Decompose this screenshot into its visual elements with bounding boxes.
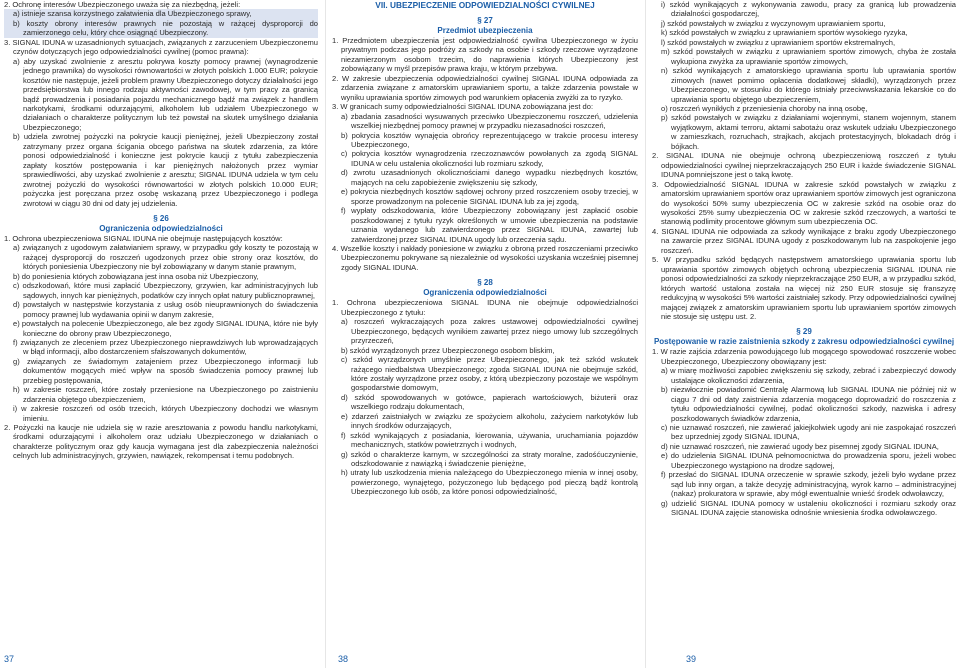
article-heading: Ograniczenia odpowiedzialności	[99, 223, 223, 233]
sub-item: f) przesłać do SIGNAL IDUNA orzeczenie w sprawie szkody, jeżeli było wydane przez sąd lub inny organ, a także decyzję administracyjną, wyrok karno – administracyjnej (nakaz) prokuratora w sprawie, aby mógł ewentualnie wnieść środek odwoławczy,	[661, 470, 956, 499]
sub-item: d) powstałych w następstwie korzystania z usług osób nieuprawnionych do świadczenia pomocy prawnej lub wydawania opinii w danym zakresie,	[13, 300, 318, 319]
sub-item: a) istnieje szansa korzystnego załatwienia dla Ubezpieczonego sprawy,	[4, 9, 318, 18]
sub-item: c) pokrycia kosztów wynagrodzenia rzeczoznawców powołanych za zgodą SIGNAL IDUNA w celu ustalenia okoliczności lub rozmiaru szkody,	[341, 149, 638, 168]
numbered-paragraph: 2. Ochronę interesów Ubezpieczonego uważa się za niezbędną, jeżeli:	[4, 0, 241, 9]
numbered-paragraph: 2. Pożyczki na kaucje nie udziela się w razie aresztowania z powodu handlu narkotykami, środkami odurzającymi i alkoholem oraz udziału Ubezpieczonego w działaniach o charakterze politycznym oraz gdy kaucja wymagana jest dla zabezpieczenia należności celnych lub administracyjnych, grzywien, nawiązek, rekompensat i temu podobnych.	[4, 423, 318, 461]
sub-item: b) szkód wyrządzonych przez Ubezpieczonego osobom bliskim,	[341, 345, 555, 355]
sub-item: a) związanych z ugodowym załatwianiem sprawy, w przypadku gdy koszty te pozostają w rażącej dysproporcji do roszczeń ugodzonych przez obie strony oraz kosztów, do których poniesienia Ubezpieczony nie był zobowiązany w danym stanie prawnym,	[13, 243, 318, 272]
numbered-paragraph: 1. Przedmiotem ubezpieczenia jest odpowiedzialność cywilna Ubezpieczonego w życiu prywatnym podczas jego podróży za szkody na osobie i szkody rzeczowe wyrządzone niezamierzonym osobom trzecim, do naprawienia których Ubezpieczony jest zobowiązany w myśl przepisów prawa kraju, w którym przebywa.	[332, 36, 638, 74]
sub-item: m) szkód powstałych w związku z uprawianiem sportów zimowych, chyba że została wykupiona zwyżka za uprawianie sportów zimowych,	[661, 47, 956, 66]
sub-item: d) nie uznawać roszczeń, nie zawierać ugody bez pisemnej zgody SIGNAL IDUNA,	[661, 441, 939, 451]
column-divider	[325, 0, 326, 668]
sub-item: e) pokrycia niezbędnych kosztów sądowej ochrony przed roszczeniem osoby trzeciej, w sporze prowadzonym na polecenie SIGNAL IDUNA lub za jej zgodą,	[341, 187, 638, 206]
article-heading: Przedmiot ubezpieczenia	[437, 26, 533, 35]
sub-item: l) szkód powstałych w związku z uprawianiem sportów ekstremalnych,	[661, 37, 896, 47]
article-number: § 28	[477, 278, 493, 288]
article-heading: Postępowanie w razie zaistnienia szkody z zakresu odpowiedzialności cywilnej	[653, 337, 955, 347]
sub-item: b) do poniesienia których zobowiązana jest inna osoba niż Ubezpieczony,	[13, 271, 259, 281]
page-38-column	[332, 0, 638, 648]
sub-item: g) udzielić SIGNAL IDUNA pomocy w ustaleniu okoliczności i rozmiaru szkody oraz SIGNAL IDUNA zajęcie stanowiska odnośnie wniesienia środka odwoławczego.	[661, 498, 956, 518]
sub-item: j) szkód powstałych w związku z wyczynowym uprawianiem sportu,	[661, 18, 886, 28]
numbered-paragraph: 1. Ochrona ubezpieczeniowa SIGNAL IDUNA nie obejmuje następujących kosztów:	[4, 233, 283, 243]
page-number: 37	[4, 654, 15, 664]
sub-item: a) w miarę możliwości zapobiec zwiększeniu się szkody, zebrać i zabezpieczyć dowody ustalające okoliczności zdarzenia,	[661, 366, 956, 385]
sub-item: e) powstałych na polecenie Ubezpieczonego, ale bez zgody SIGNAL IDUNA, które nie były konieczne do obrony praw Ubezpieczonego,	[13, 319, 318, 338]
page-38	[328, 0, 642, 668]
article-number: § 27	[477, 16, 493, 25]
sub-item: a) aby uzyskać zwolnienie z aresztu pokrywa koszty pomocy prawnej (wynagrodzenie jednego prawnika) do wysokości równowartości w złotych polskich 1.000 EUR; pokrycie kosztów nie następuje, jeżeli problem prawny Ubezpieczonego dotyczy działalności jego przedsiębiorstwa lub innego rodzaju aktywności zawodowej, w tym pracy za granicą bądź prowadzenia i posiadania pojazdu mechanicznego bądź ma związek z handlem narkotykami, środkami odurzającymi, alkoholem lub udziałem Ubezpieczonego w działaniach o charakterze politycznym lub też powstał na skutek umyślnego działania Ubezpieczonego;	[13, 56, 318, 132]
numbered-paragraph: 2. SIGNAL IDUNA nie obejmuje ochroną ubezpieczeniową roszczeń z tytułu odpowiedzialności cywilnej nieprzekraczających 250 EUR i każde świadczenie SIGNAL IDUNA pomniejszone jest o taką kwotę.	[652, 151, 956, 180]
sub-item: h) utraty lub uszkodzenia mienia należącego do Ubezpieczonego mienia w innej osoby, powierzonego, wynajętego, pożyczonego lub będącego pod pieczą bądź kontrolą Ubezpieczonego lub osób, za które ponosi odpowiedzialność,	[341, 468, 638, 497]
article-number: § 29	[796, 327, 812, 337]
sub-item: b) koszty obrony interesów prawnych nie pozostają w rażącej dysproporcji do zamierzonego celu, który chce osiągnąć Ubezpieczony.	[4, 19, 318, 38]
numbered-paragraph: 2. W zakresie ubezpieczenia odpowiedzialności cywilnej SIGNAL IDUNA odpowiada za zdarzenia związane z amatorskim uprawianiem sportu, a także zdarzenia powstałe w wyniku uprawiania sportów zimowych pod warunkiem opłacenia zwyżki za to ryzyko.	[332, 73, 638, 102]
sub-item: c) odszkodowań, które musi zapłacić Ubezpieczony, grzywien, kar administracyjnych lub sądowych, innych kar pieniężnych, podatków czy innych opłat natury publicznoprawnej,	[13, 281, 318, 300]
numbered-paragraph: 4. Wszelkie koszty i nakłady poniesione w związku z obroną przed roszczeniami przeciwko Ubezpieczonemu pokrywane są niezależnie od wysokości uzyskania wcześniej pisemnej zgody SIGNAL IDUNA.	[332, 243, 638, 272]
page-number: 38	[338, 654, 349, 664]
sub-item: c) nie uznawać roszczeń, nie zawierać jakiejkolwiek ugody ani nie zaspokajać roszczeń bez uprzedniej zgody SIGNAL IDUNA,	[661, 423, 956, 442]
page-37	[0, 0, 322, 668]
sub-item: i) w zakresie roszczeń od osób trzecich, których Ubezpieczony dochodzi we własnym imieniu.	[13, 404, 318, 423]
numbered-paragraph: 3. W granicach sumy odpowiedzialności SIGNAL IDUNA zobowiązana jest do:	[332, 102, 594, 112]
article-heading: Ograniczenia odpowiedzialności	[423, 288, 547, 298]
sub-item: o) roszczeń wynikłych z przeniesienia choroby na inną osobę,	[661, 103, 868, 113]
numbered-paragraph: 4. SIGNAL IDUNA nie odpowiada za szkody wynikające z braku zgody Ubezpieczonego na zawarcie przez SIGNAL IDUNA ugody z poszkodowanym lub na zaspokojenie jego roszczeń.	[652, 226, 956, 255]
sub-item: f) szkód wynikających z posiadania, kierowania, używania, uruchamiania pojazdów mechanicznych, statków powietrznych i wodnych,	[341, 430, 638, 450]
sub-item: g) szkód o charakterze karnym, w szczególności za straty moralne, zadośćuczynienie, odszkodowanie z nawiązką i świadczenie pieniężne,	[341, 449, 638, 469]
sub-item: n) szkód wynikających z amatorskiego uprawiania sportu lub uprawiania sportów zimowych (nawet pomimo opłacenia dodatkowej składki), wyrządzonych przez Ubezpieczonego, w stosunku do którego istniały przeciwwskazania lekarskie co do uprawiania sportu objętego ubezpieczeniem,	[661, 66, 956, 104]
sub-item: d) szkód spowodowanych w gotówce, papierach wartościowych, biżuterii oraz wszelkiego rodzaju dokumentach,	[341, 392, 638, 412]
sub-item: g) związanych ze świadomym zatajeniem przez Ubezpieczonego informacji lub dokumentów mogących mieć wpływ na sposób świadczenia pomocy prawnej lub przebieg postępowania,	[13, 356, 318, 385]
page-39-column	[652, 0, 956, 648]
sub-item: i) szkód wynikających z wykonywania zawodu, pracy za granicą lub prowadzenia działalności gospodarczej,	[661, 0, 956, 19]
sub-item: b) udziela zwrotnej pożyczki na pokrycie kaucji pieniężnej, jeżeli Ubezpieczony został zatrzymany przez organa ścigania obcego państwa na skutek zdarzenia, za które ponosi odpowiedzialność i konieczne jest pokrycie kaucji z tytułu zabezpieczenia zapłaty kosztów postępowania i kar pieniężnych nałożonych przez wymiar sprawiedliwości, aby uzyskać zwolnienie z aresztu; SIGNAL IDUNA udziela w tym celu zwrotnej pożyczki do wysokości równowartości w złotych polskich 10.000 EUR; pożyczka jest poręczana przez osobę wskazaną przez Ubezpieczonego i podlega zwrotowi w ciągu 30 dni od daty jej udzielenia.	[13, 132, 318, 208]
numbered-paragraph: 3. SIGNAL IDUNA w uzasadnionych sytuacjach, związanych z zarzuceniem Ubezpieczonemu czynów dotyczących jego odpowiedzialności cywilnej (pomoc prawna):	[4, 37, 318, 57]
section-heading: VII. UBEZPIECZENIE ODPOWIEDZIALNOŚCI CYWILNEJ	[375, 0, 595, 10]
sub-item: e) do udzielenia SIGNAL IDUNA pełnomocnictwa do prowadzenia sporu, jeżeli wobec Ubezpieczonego wystąpiono na drodze sądowej,	[661, 451, 956, 470]
numbered-paragraph: 1. W razie zajścia zdarzenia powodującego lub mogącego spowodować roszczenie wobec Ubezpieczonego, Ubezpieczony obowiązany jest:	[652, 347, 956, 366]
sub-item: d) zwrotu uzasadnionych okolicznościami danego wypadku niezbędnych kosztów, mających na celu zapobieżenie zwiększeniu się szkody,	[341, 168, 638, 187]
numbered-paragraph: 1. Ochrona ubezpieczeniowa SIGNAL IDUNA nie obejmuje odpowiedzialności Ubezpieczonego z tytułu:	[332, 298, 638, 317]
page-number: 39	[686, 654, 697, 664]
sub-item: b) niezwłocznie powiadomić Centralę Alarmową lub SIGNAL IDUNA nie później niż w ciągu 7 dni od daty zaistnienia zdarzenia mogącego doprowadzić do roszczenia z tytułu odpowiedzialności cywilnej, podać okoliczności szkody, nazwiska i adresy poszkodowanych świadków zdarzenia,	[661, 385, 956, 423]
column-divider	[645, 0, 646, 668]
sub-item: k) szkód powstałych w związku z uprawianiem sportów wysokiego ryzyka,	[661, 28, 908, 38]
numbered-paragraph: 5. W przypadku szkód będących następstwem amatorskiego uprawiania sportu lub uprawiania sportów zimowych objętych ochroną ubezpieczenia SIGNAL IDUNA nie ponosi odpowiedzialności za szkody nieprzekraczające 250 EUR, a w przypadku szkód, których wartość ustalona została na więcej niż 250 EUR stosuje się franszyzę redukcyjną w wysokości 5% wartości zaistniałej szkody. Przy odpowiedzialności cywilnej mającej związek z amatorskim uprawianiem sportu lub uprawianiem sportów zimowych nie stosuje się ustępu ust. 2.	[652, 255, 956, 321]
sub-item: f) wypłaty odszkodowania, które Ubezpieczony zobowiązany jest zapłacić osobie poszkodowanej z tytułu ryzyk określonych w umowie ubezpieczenia na podstawie uznania wydanego lub zatwierdzonego przez SIGNAL IDUNA, zawartej lub zatwierdzonej przez SIGNAL IDUNA ugody lub orzeczenia sądu.	[341, 206, 638, 244]
sub-item: c) szkód wyrządzonych umyślnie przez Ubezpieczonego, jak też szkód wskutek rażącego niedbalstwa Ubezpieczonego; zgoda SIGNAL IDUNA nie obejmuje szkód, które zostały wyrządzone przez osoby, z którą ubezpieczony pozostaje we wspólnym gospodarstwie domowym,	[341, 355, 638, 393]
sub-item: p) szkód powstałych w związku z działaniami wojennymi, stanem wojennym, stanem wyjątkowym, aktami terroru, aktami sabotażu oraz wskutek udziału Ubezpieczonego w zamieszkach, rozruchach, strajkach, akcjach protestacyjnych, blokadach dróg i bójkach.	[661, 113, 956, 151]
sub-item: a) zbadania zasadności wysuwanych przeciwko Ubezpieczonemu roszczeń, udzielenia wszelkiej niezbędnej pomocy prawnej w przypadku niezasadności roszczeń,	[341, 111, 638, 131]
numbered-paragraph: 3. Odpowiedzialność SIGNAL IDUNA w zakresie szkód powstałych w związku z amatorskim uprawianiem sportów oraz uprawianiem sportów zimowych jest ograniczona do wysokości 50% sumy ubezpieczenia OC w zakresie szkód na osobie oraz do wysokości 25% sumy ubezpieczenia OC w zakresie szkód rzeczowych, a wartości te stanowią podlimity procentowe głównym sum ubezpieczenia OC.	[652, 179, 956, 227]
sub-item: f) związanych ze zleceniem przez Ubezpieczonego nieprawdziwych lub wprowadzających w błąd informacji, albo dostarczeniem sfałszowanych dokumentów,	[13, 337, 318, 357]
sub-item: h) w zakresie roszczeń, które zostały przeniesione na Ubezpieczonego po zaistnieniu zdarzenia objętego ubezpieczeniem,	[13, 385, 318, 404]
sub-item: e) zdarzeń zaistniałych w związku ze spożyciem alkoholu, zażyciem narkotyków lub innych środków odurzających,	[341, 411, 638, 431]
sub-item: a) roszczeń wykraczających poza zakres ustawowej odpowiedzialności cywilnej Ubezpieczonego, będących wynikiem zawartej przez niego umowy lub szczególnych przyrzeczeń,	[341, 317, 638, 346]
page-37-column	[4, 0, 318, 648]
article-number: § 26	[153, 213, 169, 223]
page-39	[648, 0, 960, 668]
sub-item: b) pokrycia kosztów wynajęcia obrońcy reprezentującego w trakcie procesu interesy Ubezpieczonego,	[341, 130, 638, 149]
